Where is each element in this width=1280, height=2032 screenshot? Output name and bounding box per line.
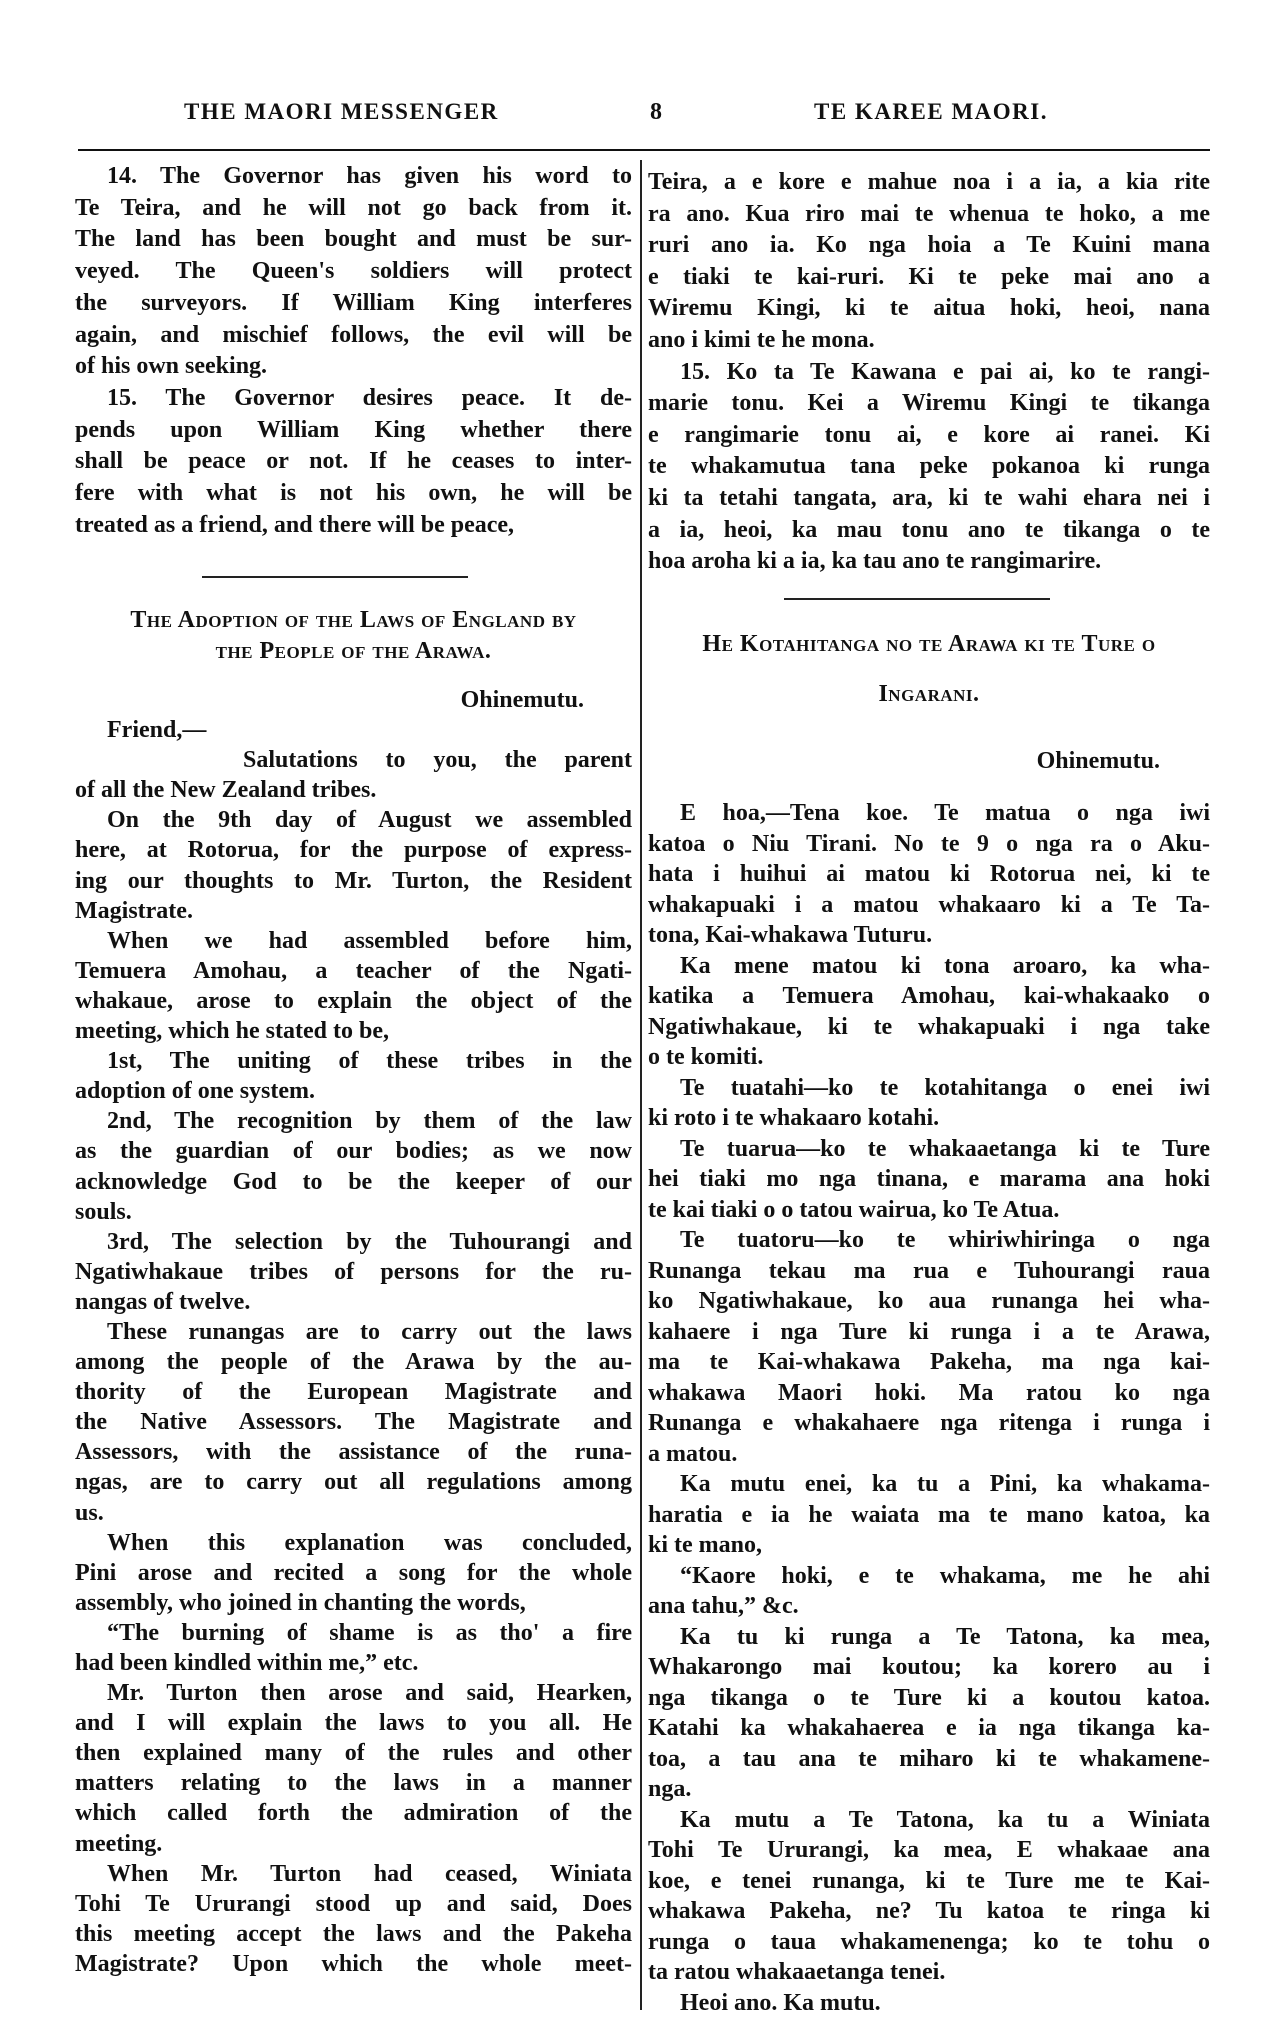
heading-line: The Adoption of the Laws of England by: [130, 607, 577, 633]
paragraph: [648, 798, 1210, 951]
text-line: here, at Rotorua, for the purpose of express-: [75, 837, 632, 864]
text-line: of his own seeking.: [75, 353, 268, 380]
text-line: When we had assembled before him,: [107, 927, 632, 954]
text-line: Te tuatahi—ko te kotahitanga o enei iwi: [680, 1074, 1210, 1101]
running-header-english-title: THE MAORI MESSENGER: [184, 99, 499, 124]
text-line: again, and mischief follows, the evil will be: [75, 321, 632, 348]
maori-article-heading: [648, 629, 1210, 710]
paragraph: [75, 1859, 632, 1979]
text-line: Runanga e whakahaere nga ritenga i runga i: [648, 1410, 1210, 1436]
text-line: and I will explain the laws to you all. He: [75, 1710, 632, 1737]
maori-dateline: [648, 746, 1210, 776]
paragraph: [75, 1678, 632, 1859]
english-article-heading: [75, 605, 632, 667]
text-line: 3rd, The selection by the Tuhourangi and: [107, 1228, 632, 1255]
text-line: Te tuatoru—ko te whiriwhiringa o nga: [680, 1227, 1210, 1253]
text-line: Tohi Te Ururangi, ka mea, E whakaae ana: [648, 1837, 1210, 1863]
text-line: e rangimarie tonu ai, e kore ai ranei. Ki: [648, 421, 1210, 448]
text-line: When Mr. Turton had ceased, Winiata: [107, 1860, 632, 1887]
text-line: Ngatiwhakaue, ki te whakapuaki i nga take: [648, 1013, 1210, 1040]
text-line: te whakamutua tana peke pokanoa ki runga: [648, 453, 1210, 480]
paragraph: [648, 1134, 1210, 1226]
text-line: a ia, heoi, ka mau tonu ano te tikanga o te: [648, 516, 1210, 543]
text-line: ki te mano,: [648, 1532, 762, 1558]
text-line: hoa aroha ki a ia, ka tau ano te rangimarire.: [648, 548, 1102, 575]
paragraph: [648, 1469, 1210, 1561]
section-divider-rule: [784, 598, 1050, 600]
paragraph: [648, 1988, 1210, 2019]
text-line: acknowledge God to be the keeper of our: [75, 1168, 632, 1195]
text-line: Ngatiwhakaue tribes of persons for the ru-: [75, 1258, 632, 1285]
text-line: Mr. Turton then arose and said, Hearken,: [107, 1680, 632, 1707]
column-divider: [640, 160, 642, 2010]
text-line: whakapuaki i a matou whakaaro ki a Te Ta-: [648, 891, 1210, 918]
text-line: ki roto i te whakaaro kotahi.: [648, 1105, 940, 1131]
text-line: the Native Assessors. The Magistrate and: [75, 1409, 632, 1436]
text-line: matters relating to the laws in a manner: [75, 1770, 632, 1797]
text-line: Ka mutu enei, ka tu a Pini, ka whakama-: [680, 1471, 1210, 1497]
text-line: Salutations to you, the parent: [243, 747, 632, 774]
paragraph: [75, 383, 632, 542]
text-line: Ka mutu a Te Tatona, ka tu a Winiata: [680, 1806, 1210, 1833]
text-line: Temuera Amohau, a teacher of the Ngati-: [75, 957, 632, 984]
text-line: Whakarongo mai koutou; ka korero au i: [648, 1654, 1210, 1680]
text-line: e tiaki te kai-ruri. Ki te peke mai ano a: [648, 263, 1210, 290]
text-line: the surveyors. If William King interferes: [75, 289, 632, 316]
dateline-place: Ohinemutu.: [1036, 748, 1160, 774]
text-line: then explained many of the rules and other: [75, 1740, 632, 1767]
text-line: 1st, The uniting of these tribes in the: [107, 1048, 632, 1075]
text-line: ma te Kai-whakawa Pakeha, ma nga kai-: [648, 1349, 1210, 1375]
text-line: Te Teira, and he will not go back from it.: [75, 194, 632, 221]
paragraph: [648, 357, 1210, 578]
section-divider-rule: [202, 576, 468, 578]
text-line: among the people of the Arawa by the au-: [75, 1349, 632, 1376]
text-line: Heoi ano. Ka mutu.: [680, 1989, 881, 2016]
text-line: ngas, are to carry out all regulations among: [75, 1469, 632, 1496]
text-line: nga tikanga o te Ture ki a koutou katoa.: [648, 1684, 1210, 1711]
paragraph: [75, 1317, 632, 1528]
paragraph: [648, 167, 1210, 357]
text-line: treated as a friend, and there will be peace,: [75, 511, 515, 538]
salutation: Friend,—: [107, 717, 207, 744]
paragraph: [75, 745, 632, 805]
paragraph: [648, 1561, 1210, 1622]
text-line: toa, a tau ana te miharo ki te whakamene-: [648, 1745, 1210, 1772]
text-line: On the 9th day of August we assembled: [107, 807, 632, 834]
text-line: a matou.: [648, 1440, 738, 1467]
text-line: us.: [75, 1499, 104, 1526]
english-column-body: [75, 685, 632, 1979]
text-line: nangas of twelve.: [75, 1288, 251, 1315]
text-line: veyed. The Queen's soldiers will protect: [75, 258, 632, 285]
paragraph: [75, 1227, 632, 1317]
text-line: kahaere i nga Ture ki runga i a te Arawa,: [648, 1318, 1210, 1345]
text-line: meeting, which he stated to be,: [75, 1018, 389, 1045]
text-line: Teira, a e kore e mahue noa i a ia, a kia rite: [648, 169, 1210, 195]
paragraph: [648, 951, 1210, 1073]
text-line: “The burning of shame is as tho' a fire: [107, 1619, 632, 1646]
text-line: ana tahu,” &c.: [648, 1593, 799, 1619]
paragraph: [648, 1805, 1210, 1988]
text-line: The land has been bought and must be sur-: [75, 226, 632, 253]
text-line: of all the New Zealand tribes.: [75, 777, 377, 804]
text-line: Wiremu Kingi, ki te aitua hoki, heoi, nana: [648, 295, 1210, 322]
text-line: whakawa Pakeha, ne? Tu katoa te ringa ki: [648, 1898, 1210, 1924]
text-line: ko Ngatiwhakaue, ko aua runanga hei wha-: [648, 1288, 1210, 1314]
paragraph: [75, 1106, 632, 1226]
maori-column-top: [648, 167, 1210, 578]
text-line: When this explanation was concluded,: [107, 1529, 632, 1556]
text-line: which called forth the admiration of the: [75, 1800, 632, 1827]
text-line: had been kindled within me,” etc.: [75, 1650, 419, 1676]
text-line: 2nd, The recognition by them of the law: [107, 1108, 632, 1135]
text-line: thority of the European Magistrate and: [75, 1379, 632, 1406]
text-line: Assessors, with the assistance of the runa-: [75, 1439, 632, 1466]
dateline-place: Ohinemutu.: [460, 687, 584, 713]
paragraph: [75, 926, 632, 1046]
text-line: ano i kimi te he mona.: [648, 326, 875, 353]
text-line: as the guardian of our bodies; as we now: [75, 1138, 632, 1165]
text-line: marie tonu. Kei a Wiremu Kingi te tikanga: [648, 390, 1210, 417]
text-line: “Kaore hoki, e te whakama, me he ahi: [680, 1562, 1210, 1589]
text-line: koe, e tenei runanga, ki te Ture me te Kai-: [648, 1867, 1210, 1894]
text-line: katika a Temuera Amohau, kai-whakaako o: [648, 983, 1210, 1009]
text-line: adoption of one system.: [75, 1078, 316, 1105]
text-line: 15. The Governor desires peace. It de-: [107, 384, 632, 411]
text-line: Magistrate.: [75, 897, 193, 924]
heading-line: Ingarani.: [878, 681, 980, 707]
english-paragraphs: [75, 745, 632, 1979]
text-line: Magistrate? Upon which the whole meet-: [75, 1950, 632, 1977]
paragraph: [648, 1622, 1210, 1805]
text-line: ta ratou whakaaetanga tenei.: [648, 1959, 946, 1985]
text-line: this meeting accept the laws and the Pakeha: [75, 1920, 632, 1947]
text-line: ruri ano ia. Ko nga hoia a Te Kuini mana: [648, 232, 1210, 259]
paragraph: [75, 805, 632, 925]
text-line: These runangas are to carry out the laws: [107, 1318, 632, 1345]
text-line: 15. Ko ta Te Kawana e pai ai, ko te rangi-: [680, 358, 1210, 385]
text-line: ki ta tetahi tangata, ara, ki te wahi ehara nei i: [648, 484, 1210, 511]
text-line: Katahi ka whakahaerea e ia nga tikanga ka-: [648, 1715, 1210, 1741]
paragraph: [648, 1073, 1210, 1134]
text-line: E hoa,—Tena koe. Te matua o nga iwi: [680, 800, 1210, 826]
heading-line: the People of the Arawa.: [215, 638, 492, 664]
heading-line: He Kotahitanga no te Arawa ki te Ture o: [702, 631, 1156, 657]
english-column-top: [75, 161, 632, 541]
text-line: fere with what is not his own, he will be: [75, 480, 632, 507]
text-line: pends upon William King whether there: [75, 416, 632, 443]
paragraph: [648, 1225, 1210, 1469]
text-line: nga.: [648, 1776, 692, 1802]
text-line: Te tuarua—ko te whakaaetanga ki te Ture: [680, 1135, 1210, 1162]
text-line: ra ano. Kua riro mai te whenua te hoko, a me: [648, 200, 1210, 227]
text-line: katoa o Niu Tirani. No te 9 o nga ra o Aku-: [648, 830, 1210, 857]
paragraph: [75, 1528, 632, 1618]
text-line: runga o taua whakamenenga; ko te tohu o: [648, 1928, 1210, 1955]
text-line: Pini arose and recited a song for the whole: [75, 1559, 632, 1586]
text-line: 14. The Governor has given his word to: [107, 163, 632, 189]
text-line: hei tiaki mo nga tinana, e marama ana hoki: [648, 1166, 1210, 1192]
text-line: tona, Kai-whakawa Tuturu.: [648, 922, 933, 948]
paragraph: [75, 1046, 632, 1106]
text-line: Tohi Te Ururangi stood up and said, Does: [75, 1890, 632, 1917]
text-line: hata i huihui ai matou ki Rotorua nei, ki te: [648, 861, 1210, 887]
page-number: 8: [650, 99, 664, 125]
header-rule: [78, 149, 1210, 151]
paragraph: [75, 1618, 632, 1678]
maori-column-body: [648, 798, 1210, 2018]
text-line: Ka mene matou ki tona aroaro, ka wha-: [680, 952, 1210, 979]
text-line: o te komiti.: [648, 1044, 764, 1070]
text-line: haratia e ia he waiata ma te mano katoa, ka: [648, 1501, 1210, 1528]
text-line: assembly, who joined in chanting the words,: [75, 1589, 526, 1616]
text-line: whakaue, arose to explain the object of the: [75, 987, 632, 1014]
text-line: Runanga tekau ma rua e Tuhourangi raua: [648, 1257, 1210, 1284]
text-line: Ka tu ki runga a Te Tatona, ka mea,: [680, 1623, 1210, 1650]
text-line: souls.: [75, 1198, 132, 1225]
text-line: te kai tiaki o o tatou wairua, ko Te Atua.: [648, 1196, 1060, 1223]
text-line: meeting.: [75, 1830, 163, 1857]
running-header-maori-title: TE KAREE MAORI.: [814, 99, 1048, 124]
text-line: shall be peace or not. If he ceases to inter-: [75, 448, 632, 475]
text-line: ing our thoughts to Mr. Turton, the Resident: [75, 867, 632, 894]
paragraph: [75, 161, 632, 383]
text-line: whakawa Maori hoki. Ma ratou ko nga: [648, 1379, 1210, 1406]
